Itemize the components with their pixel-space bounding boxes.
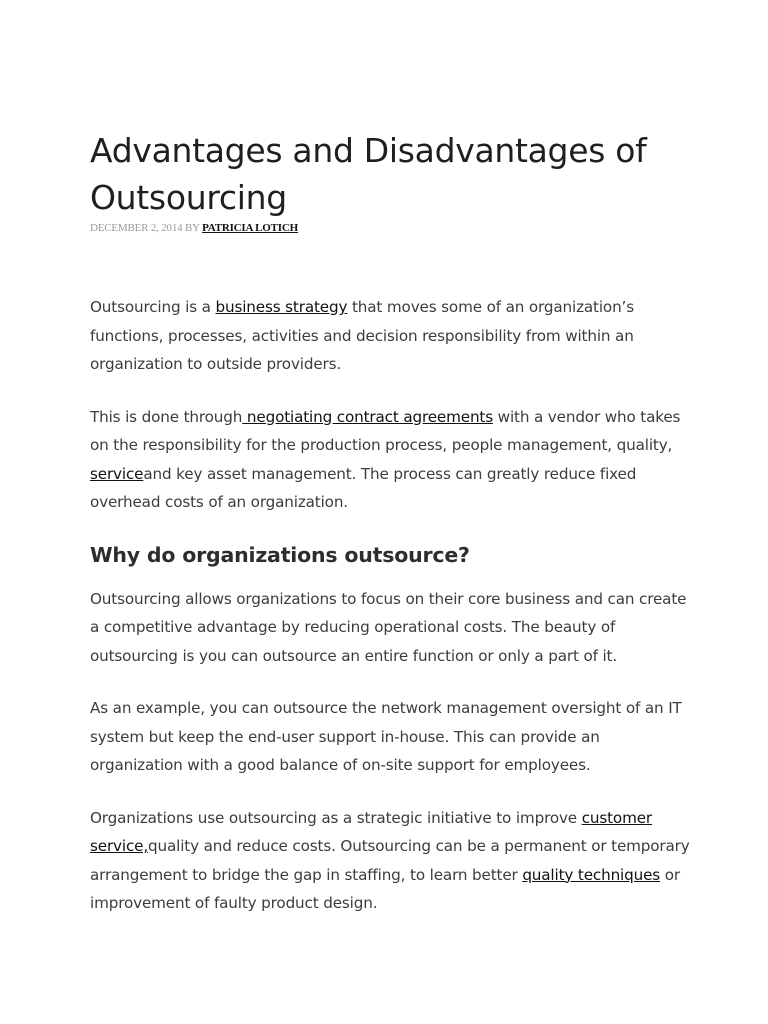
paragraph-text: and key asset management. The process can greatly reduce fixed overhead costs of an organization.: [90, 464, 637, 511]
negotiating-contract-agreements-link[interactable]: negotiating contract agreements: [242, 407, 493, 426]
paragraph-intro: [90, 293, 690, 379]
service-link[interactable]: service: [90, 464, 144, 483]
paragraph-text: Outsourcing is a: [90, 298, 216, 316]
paragraph-process: [90, 403, 690, 517]
paragraph-text: or improvement of faulty product design.: [90, 865, 680, 912]
author-link[interactable]: PATRICIA LOTICH: [202, 222, 298, 234]
paragraph-text: Organizations use outsourcing as a strategic initiative to improve: [90, 808, 582, 827]
paragraph-text: with a vendor who takes on the responsibility for the production process, people management, quality,: [90, 407, 681, 454]
customer-service-link[interactable]: customer service,: [90, 808, 653, 855]
paragraph-text: quality and reduce costs. Outsourcing can be a permanent or temporary arrangement to bridge the gap in staffing, to learn better: [90, 837, 690, 884]
post-date: DECEMBER 2, 2014: [90, 222, 183, 234]
business-strategy-link[interactable]: business strategy: [215, 298, 348, 316]
paragraph-strategy: [90, 804, 690, 918]
quality-techniques-link[interactable]: quality techniques: [522, 865, 661, 884]
article-body: [90, 293, 690, 918]
paragraph-text: This is done through: [90, 407, 243, 426]
paragraph-text: that moves some of an organization’s functions, processes, activities and decision responsibility from within an organization to outside providers.: [90, 298, 634, 373]
by-label: BY: [185, 222, 200, 234]
section-heading: Why do organizations outsource?: [90, 542, 470, 567]
article-meta: [90, 221, 690, 235]
article: [90, 127, 690, 942]
paragraph-focus: Outsourcing allows organizations to focus on their core business and can create a competitive advantage by reducing operational costs. The beauty of outsourcing is you can outsource an entire function or only a part of it.: [90, 589, 687, 665]
article-title: Advantages and Disadvantages of Outsourcing: [90, 131, 647, 217]
paragraph-example: As an example, you can outsource the network management oversight of an IT system but keep the end-user support in-house. This can provide an organization with a good balance of on-site support for employees.: [90, 699, 682, 774]
